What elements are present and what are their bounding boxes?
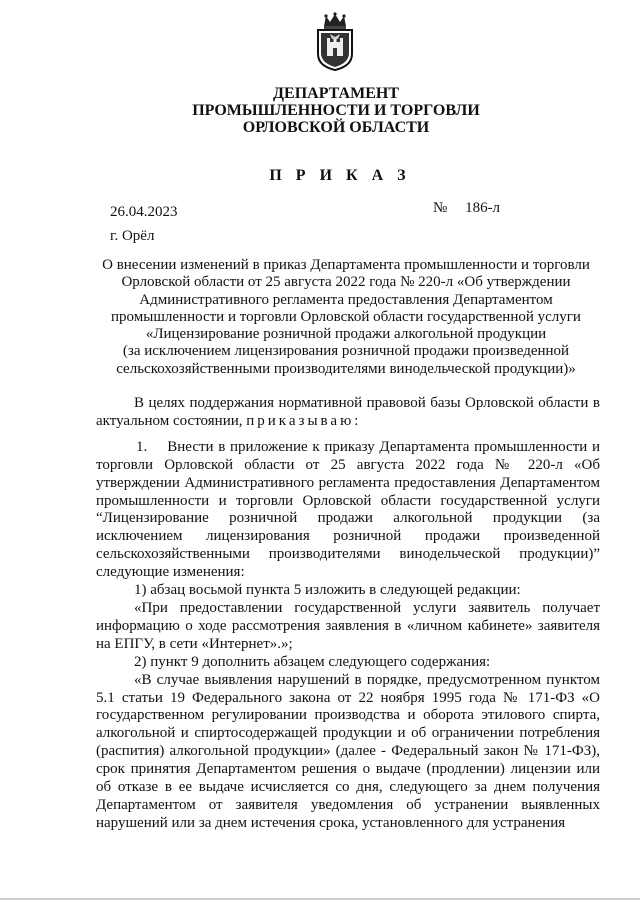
subject-line: сельскохозяйственными производителями винодельческой продукции)» (116, 360, 576, 377)
order-city: г. Орёл (110, 228, 155, 244)
subject-line: (за исключением лицензирования розничной продажи произведенной (122, 343, 570, 360)
subject-line: «Лицензирование розничной продажи алкогольной продукции (145, 326, 547, 343)
page-edge-divider (0, 898, 640, 900)
subject-line: О внесении изменений в приказ Департамента промышленности и торговли (102, 257, 590, 273)
coat-of-arms-emblem (314, 12, 356, 72)
header-line: ПРОМЫШЛЕННОСТИ И ТОРГОВЛИ (192, 102, 480, 119)
subject-line: промышленности и торговли Орловской области государственной услуги (111, 308, 581, 325)
header-line: ОРЛОВСКОЙ ОБЛАСТИ (242, 119, 430, 136)
intro-order-word: приказываю: (246, 412, 362, 429)
item-1-text: Внести в приложение к приказу Департамента промышленности и торговли Орловской области от 25 августа 2022 года № 220-л «Об утверждении Административного регламента предоставления Департаментом промышленности и торговли Орловской области государственной услуги “Лицензирование розничной продажи алкогольной продукции (за исключением лицензирования розничной продажи произведенной сельскохозяйственными производителями винодельческой продукции)” следующие изменения: (96, 438, 600, 581)
order-date: 26.04.2023 (110, 204, 178, 220)
quote-1: «При предоставлении государственной услуги заявитель получает информацию о ходе рассмотрения заявления в «личном кабинете» заявителя на ЕПГУ, в сети «Интернет».»; (96, 599, 600, 652)
subitem-2: 2) пункт 9 дополнить абзацем следующего содержания: (134, 653, 491, 670)
intro-paragraph (96, 395, 600, 431)
order-subject (96, 257, 596, 378)
item-number: 1. (136, 438, 148, 455)
subject-line: Административного регламента предоставления Департаментом (139, 291, 553, 308)
header-line: ДЕПАРТАМЕНТ (273, 85, 399, 102)
subitem-1: 1) абзац восьмой пункта 5 изложить в следующей редакции: (134, 582, 521, 599)
intro-text: В целях поддержания нормативной правовой базы Орловской области в актуальном состоянии, (96, 395, 600, 429)
order-title: П Р И К А З (269, 167, 411, 184)
quote-2: «В случае выявления нарушений в порядке, предусмотренном пунктом 5.1 статьи 19 Федерального закона от 22 ноября 1995 года № 171-ФЗ «О государственном регулировании производства и оборота этилового спирта, алкогольной и спиртосодержащей продукции и об ограничении потребления (распития) алкогольной продукции» (далее - Федеральный закон № 171-ФЗ), срок принятия Департаментом решения о выдаче (продлении) лицензии или об отказе в ее выдаче исчисляется со дня, следующего за днем получения Департаментом от заявителя уведомления об устранении выявленных нарушений или за днем истечения срока, установленного для устранения (96, 671, 600, 831)
order-number-block (433, 200, 500, 217)
subject-line: Орловской области от 25 августа 2022 года № 220-л «Об утверждении (121, 274, 571, 291)
item-1-paragraph (96, 439, 600, 582)
number-sign: № (433, 200, 448, 216)
order-number: 186-л (465, 200, 501, 216)
department-header (120, 85, 552, 136)
order-body (96, 395, 600, 833)
